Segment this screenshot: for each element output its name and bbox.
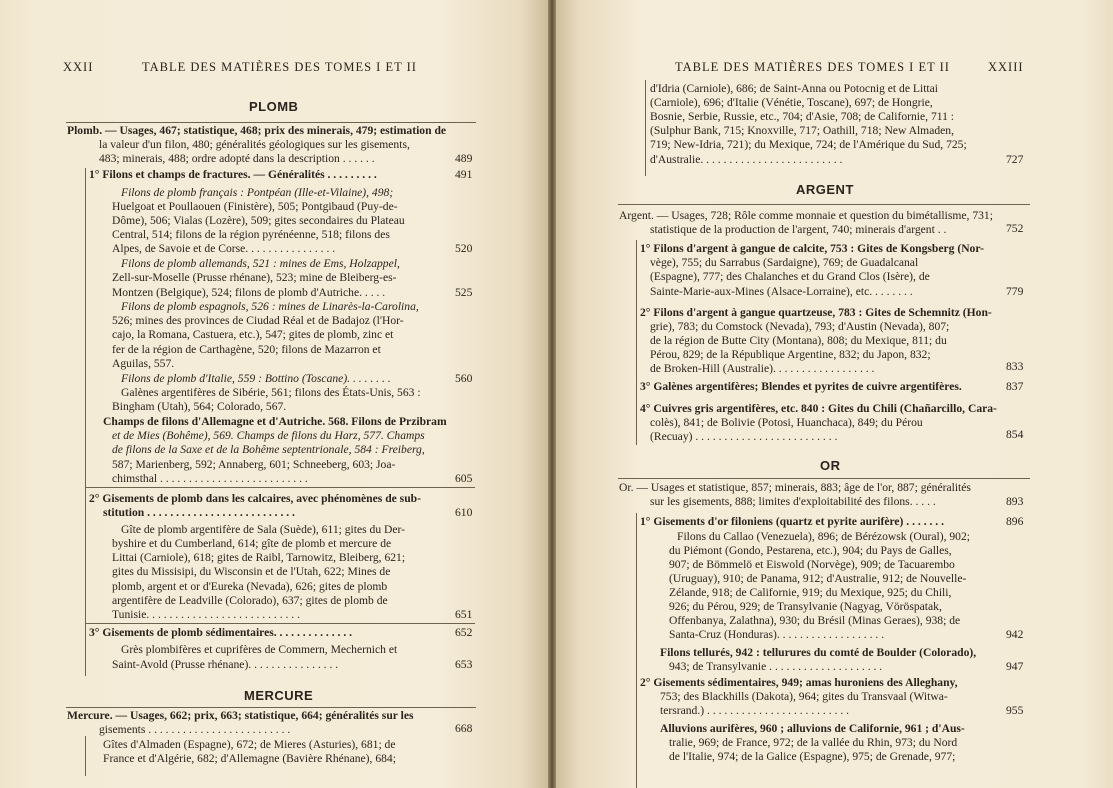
left-page-number: XXII [63, 60, 94, 74]
entry-line: Champs de filons d'Allemagne et d'Autriche. 568. Filons de Przibram [103, 415, 447, 428]
rule [85, 736, 86, 776]
entry-line: Galènes argentifères de Sibérie, 561; filons des États-Unis, 563 : [121, 386, 421, 399]
page-ref: 854 [1006, 428, 1024, 441]
page-ref: 668 [455, 722, 473, 735]
entry-line: colès), 841; de Bolivie (Potosi, Huanchaca), 849; du Pérou [650, 416, 923, 429]
entry-line: la valeur d'un filon, 480; généralités géologiques sur les gisements, [99, 138, 410, 151]
page-ref: 652 [455, 626, 473, 639]
entry-line: Offenbanya, Zalathna), 930; du Brésil (Minas Geraes), 938; de [669, 614, 961, 627]
entry-line: Santa-Cruz (Honduras). . . . . . . . . . . . . . . . . . . [669, 628, 885, 641]
entry-line: grie), 783; du Comstock (Nevada), 793; d'Austin (Nevada), 807; [650, 320, 950, 333]
entry-line: Saint-Avold (Prusse rhénane). . . . . . . . . . . . . . . . [112, 658, 339, 671]
entry-line: (Carniole), 696; d'Italie (Vénétie, Toscane), 697; de Hongrie, [650, 96, 933, 109]
entry-line: Zélande, 918; de Californie, 919; du Mexique, 925; du Chili, [669, 586, 952, 599]
entry-line: Gîtes d'Almaden (Espagne), 672; de Mieres (Asturies), 681; de [103, 738, 396, 751]
rule [636, 513, 637, 788]
entry-line: (Espagne), 777; des Chalanches et du Grand Clos (Isère), de [650, 270, 930, 283]
entry-line: et de Mies (Bohême), 569. Champs de filons du Harz, 577. Champs [112, 429, 425, 442]
page-ref: 955 [1006, 704, 1024, 717]
entry-line: 719; New-Idria, 721); du Mexique, 724; de l'Amérique du Sud, 725; [650, 138, 967, 151]
entry-line: Grès plombifères et cuprifères de Commern, Mechernich et [121, 643, 398, 656]
page-ref: 947 [1006, 660, 1024, 673]
entry-line: Or. — Usages et statistique, 857; minerais, 883; âge de l'or, 887; généralités [619, 481, 971, 494]
rule [85, 623, 475, 624]
entry-line: de l'Italie, 974; de la Galice (Espagne), 975; de Grenade, 977; [669, 750, 956, 763]
entry-line: Pérou, 829; de la République Argentine, 832; du Japon, 832; [650, 348, 931, 361]
entry-line: de filons de la Saxe et de la Bohême septentrionale, 584 : Freiberg, [112, 443, 425, 456]
entry-line: 1° Filons d'argent à gangue de calcite, 753 : Gites de Kongsberg (Nor- [640, 242, 984, 255]
page-ref: 605 [455, 472, 473, 485]
entry-line: Filons tellurés, 942 : tellurures du comté de Boulder (Colorado), [660, 646, 977, 659]
entry-line: argentifère de Leadville (Colorado), 637; gites de plomb de [112, 594, 388, 607]
entry-line: fer de la région de Carthagène, 520; filons de Mazarron et [112, 343, 381, 356]
entry-line: 2° Gisements sédimentaires, 949; amas huroniens des Alleghany, [640, 676, 958, 689]
entry-line: Tunisie. . . . . . . . . . . . . . . . . . . . . . . . . . . [112, 608, 300, 621]
entry-line: sur les gisements, 888; limites d'exploitabilité des filons. . . . . [650, 495, 936, 508]
entry-line: 943; de Transylvanie . . . . . . . . . . . . . . . . . . . . [669, 660, 883, 673]
entry-line: Zell-sur-Moselle (Prusse rhénane), 523; mine de Bleiberg-es- [112, 271, 397, 284]
entry-line: 2° Filons d'argent à gangue quartzeuse, 783 : Gites de Schemnitz (Hon- [640, 306, 992, 319]
right-running-head: TABLE DES MATIÈRES DES TOMES I ET II [675, 60, 950, 74]
section-plomb: PLOMB [249, 99, 299, 114]
entry-line: (Recuay) . . . . . . . . . . . . . . . . . . . . . . . . . [650, 430, 838, 443]
rule [618, 204, 1030, 205]
section-or: OR [820, 458, 841, 473]
entry-line: Gîte de plomb argentifère de Sala (Suède), 611; gites du Der- [121, 523, 406, 536]
entry-line: Filons de plomb allemands, 521 : mines de Ems, Holzappel, [121, 257, 400, 270]
page-ref: 779 [1006, 285, 1024, 298]
entry-line: 1° Filons et champs de fractures. — Généralités . . . . . . . . . [89, 168, 377, 181]
entry-line: Bosnie, Serbie, Russie, etc., 704; d'Asie, 708; de Californie, 711 : [650, 110, 955, 123]
section-mercure: MERCURE [244, 688, 314, 703]
right-page [556, 0, 1113, 788]
entry-line: de la région de Butte City (Montana), 808; du Mexique, 811; du [650, 334, 947, 347]
left-page [0, 0, 548, 788]
entry-line: Huelgoat et Poullaouen (Finistère), 505; Pontgibaud (Puy-de- [112, 200, 398, 213]
page-ref: 525 [455, 286, 473, 299]
entry-line: statistique de la production de l'argent, 740; minerais d'argent . . [650, 223, 947, 236]
entry-line: (Sulphur Bank, 715; Knoxville, 717; Oathill, 718; New Almaden, [650, 124, 954, 137]
entry-line: Aguilas, 557. [112, 357, 175, 370]
entry-line: de Broken-Hill (Australie). . . . . . . . . . . . . . . . . . [650, 362, 875, 375]
entry-line: Mercure. — Usages, 662; prix, 663; statistique, 664; généralités sur les [67, 709, 414, 722]
page-ref: 610 [455, 506, 473, 519]
entry-line: d'Australie. . . . . . . . . . . . . . . . . . . . . . . . . [650, 153, 843, 166]
entry-line: Plomb. — Usages, 467; statistique, 468; prix des minerais, 479; estimation de [67, 124, 447, 137]
page-ref: 752 [1006, 222, 1024, 235]
entry-line: 907; de Bömmelö et Eiswold (Norvège), 909; de Tacuarembo [669, 558, 955, 571]
entry-line: gisements . . . . . . . . . . . . . . . . . . . . . . . . . [99, 723, 291, 736]
entry-line: du Piémont (Gondo, Pestarena, etc.), 904; du Pays de Galles, [669, 544, 952, 557]
entry-line: 526; mines des provinces de Ciudad Réal et de Badajoz (l'Hor- [112, 314, 404, 327]
right-page-number: XXIII [988, 60, 1024, 74]
page-ref: 893 [1006, 495, 1024, 508]
rule [618, 478, 1030, 479]
entry-line: plomb, argent et or d'Eureka (Nevada), 626; gites de plomb [112, 580, 388, 593]
entry-line: Alpes, de Savoie et de Corse. . . . . . . . . . . . . . . . [112, 242, 336, 255]
entry-line: chimsthal . . . . . . . . . . . . . . . . . . . . . . . . . . [112, 472, 308, 485]
left-running-head: TABLE DES MATIÈRES DES TOMES I ET II [142, 60, 417, 74]
entry-line: stitution . . . . . . . . . . . . . . . . . . . . . . . . . . [103, 506, 295, 519]
entry-line: 753; des Blackhills (Dakota), 964; gites du Transvaal (Witwa- [660, 690, 948, 703]
rule [85, 626, 86, 676]
page-ref: 653 [455, 658, 473, 671]
rule [66, 707, 476, 708]
page-ref: 837 [1006, 380, 1024, 393]
page-ref: 560 [455, 372, 473, 385]
book-gutter [548, 0, 556, 788]
entry-line: Filons de plomb d'Italie, 559 : Bottino (Toscane). . . . . . . . [121, 372, 391, 385]
entry-line: 2° Gisements de plomb dans les calcaires, avec phénomènes de sub- [89, 492, 421, 505]
rule [85, 168, 86, 494]
entry-line: Alluvions aurifères, 960 ; alluvions de Californie, 961 ; d'Aus- [660, 722, 965, 735]
entry-line: 483; minerais, 488; ordre adopté dans la description . . . . . . [99, 152, 375, 165]
entry-line: 3° Galènes argentifères; Blendes et pyrites de cuivre argentifères. [640, 380, 962, 393]
entry-line: cajo, la Romana, Castuera, etc.), 547; gites de plomb, zinc et [112, 328, 394, 341]
rule [636, 240, 637, 445]
rule [645, 80, 646, 176]
entry-line: 3° Gisements de plomb sédimentaires. . . . . . . . . . . . . . [89, 626, 353, 639]
entry-line: Sainte-Marie-aux-Mines (Alsace-Lorraine), etc. . . . . . . . [650, 285, 913, 298]
page-ref: 651 [455, 608, 473, 621]
entry-line: tersrand.) . . . . . . . . . . . . . . . . . . . . . . . . . [660, 704, 850, 717]
entry-line: (Uruguay), 910; de Panama, 912; d'Australie, 912; de Nouvelle- [669, 572, 967, 585]
entry-line: d'Idria (Carniole), 686; de Saint-Anna ou Potocnig et de Littai [650, 82, 938, 95]
entry-line: Littai (Carniole), 618; gites de Raibl, Tarnowitz, Bleiberg, 621; [112, 551, 406, 564]
page-ref: 520 [455, 242, 473, 255]
entry-line: gites du Missisipi, du Wisconsin et de l'Utah, 622; Mines de [112, 565, 391, 578]
rule [85, 492, 86, 626]
entry-line: Bingham (Utah), 564; Colorado, 567. [112, 400, 287, 413]
page-ref: 489 [455, 152, 473, 165]
entry-line: Filons de plomb espagnols, 526 : mines de Linarès-la-Carolina, [121, 300, 419, 313]
entry-line: Argent. — Usages, 728; Rôle comme monnaie et question du bimétallisme, 731; [619, 209, 993, 222]
page-ref: 833 [1006, 360, 1024, 373]
page-ref: 942 [1006, 628, 1024, 641]
rule [85, 487, 475, 488]
entry-line: 587; Marienberg, 592; Annaberg, 601; Schneeberg, 603; Joa- [112, 458, 396, 471]
rule [66, 122, 476, 123]
page-ref: 727 [1006, 153, 1024, 166]
entry-line: Central, 514; filons de la région pyrénéenne, 518; filons des [112, 228, 390, 241]
entry-line: 4° Cuivres gris argentifères, etc. 840 : Gites du Chili (Chañarcillo, Cara- [640, 402, 997, 415]
entry-line: 1° Gisements d'or filoniens (quartz et pyrite aurifère) . . . . . . . [640, 515, 944, 528]
entry-line: Montzen (Belgique), 524; filons de plomb d'Autriche. . . . . [112, 286, 386, 299]
entry-line: 926; du Pérou, 929; de Transylvanie (Nagyag, Vöröspatak, [669, 600, 942, 613]
entry-line: tralie, 969; de France, 972; de la vallée du Rhin, 973; du Nord [669, 736, 958, 749]
entry-line: Dôme), 506; Vialas (Lozère), 509; gites secondaires du Plateau [112, 214, 405, 227]
entry-line: Filons de plomb français : Pontpéan (Ille-et-Vilaine), 498; [121, 186, 394, 199]
entry-line: Filons du Callao (Venezuela), 896; de Bérézowsk (Oural), 902; [677, 530, 970, 543]
entry-line: vège), 755; du Sarrabus (Sardaigne), 769; de Guadalcanal [650, 256, 919, 269]
page-ref: 896 [1006, 515, 1024, 528]
section-argent: ARGENT [796, 182, 854, 197]
entry-line: France et d'Algérie, 682; d'Allemagne (Bavière Rhénane), 684; [103, 752, 396, 765]
page-ref: 491 [455, 168, 473, 181]
entry-line: byshire et du Cumberland, 614; gîte de plomb et mercure de [112, 537, 392, 550]
